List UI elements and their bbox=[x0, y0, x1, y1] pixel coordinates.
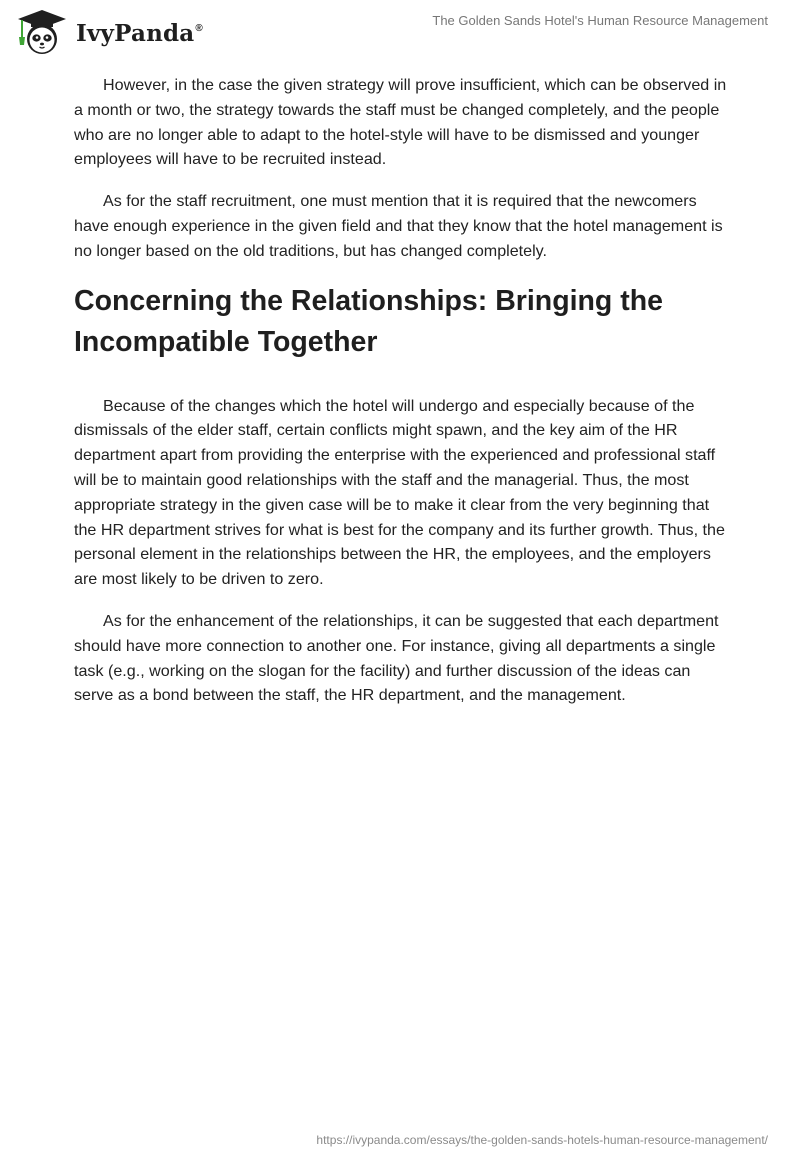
paragraph: Because of the changes which the hotel will undergo and especially because of the dismissals of the elder staff, certain conflicts might spawn, and the key aim of the HR department apart from providing the enterprise with the experienced and professional staff will be to maintain good relationships with the staff and the managerial. Thus, the most appropriate strategy in the given case will be to make it clear from the very beginning that the HR department strives for what is best for the company and its further growth. Thus, the personal element in the relationships between the HR, the employees, and the employers are most likely to be driven to zero. bbox=[74, 396, 725, 589]
paragraph: As for the enhancement of the relationships, it can be suggested that each department should have more connection to another one. For instance, giving all departments a single task (e.g., working on the slogan for the facility) and further discussion of the ideas can serve as a bond between the staff, the HR department, and the management. bbox=[74, 611, 719, 705]
panda-graduate-logo-icon bbox=[14, 8, 70, 56]
section-heading: Concerning the Relationships: Bringing the Incompatible Together bbox=[74, 284, 664, 358]
source-url[interactable]: https://ivypanda.com/essays/the-golden-sands-hotels-human-resource-management/ bbox=[316, 1133, 768, 1147]
brand-name: IvyPanda® bbox=[76, 19, 203, 47]
page-header bbox=[0, 0, 800, 62]
paragraph: However, in the case the given strategy will prove insufficient, which can be observed in a month or two, the strategy towards the staff must be changed completely, and the people who are no longer able to adapt to the hotel-style will have to be dismissed and younger employees will have to be recruited instead. bbox=[74, 76, 727, 169]
registered-mark: ® bbox=[195, 22, 203, 34]
paragraph: As for the staff recruitment, one must mention that it is required that the newcomers have enough experience in the given field and that they know that the hotel management is no longer based on the old traditions, but has changed completely. bbox=[74, 192, 723, 260]
essay-content bbox=[74, 73, 734, 725]
ivypanda-logo[interactable] bbox=[14, 8, 202, 56]
document-title: The Golden Sands Hotel's Human Resource Management bbox=[432, 13, 768, 28]
